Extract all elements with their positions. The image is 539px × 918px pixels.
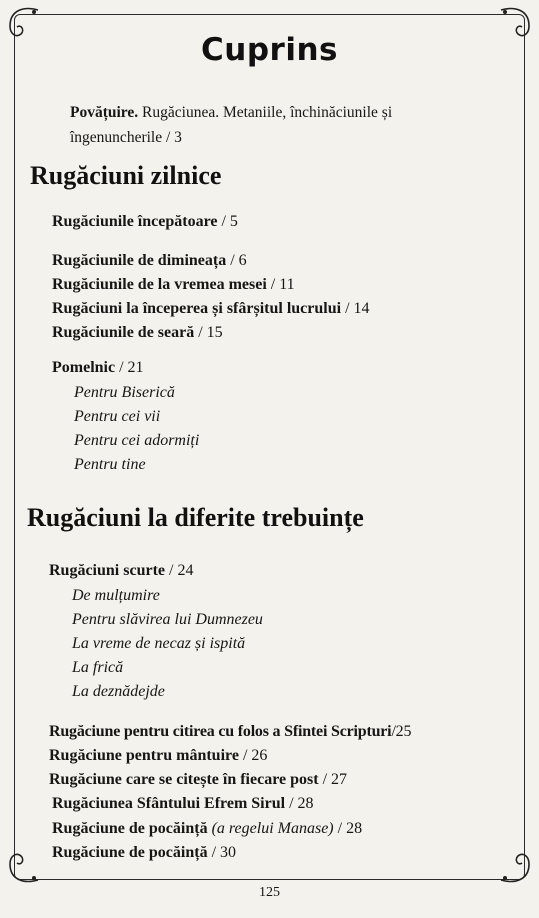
- intro-text: Rugăciunea. Metaniile, închinăciunile și îngenuncherile / 3: [70, 104, 393, 146]
- section-title-rugaciuni-trebuinte: Rugăciuni la diferite trebuințe: [27, 503, 364, 532]
- toc-entry: Rugăciune pentru citirea cu folos a Sfintei Scripturi/25: [49, 723, 412, 740]
- page-title: Cuprins: [201, 32, 338, 68]
- section-title-rugaciuni-zilnice: Rugăciuni zilnice: [30, 161, 222, 190]
- toc-entry: Rugăciune de pocăință (a regelui Manase) / 28: [52, 820, 363, 837]
- toc-subentry: Pentru cei adormiți: [74, 432, 200, 449]
- toc-entry: Rugăciune care se citește în fiecare post / 27: [49, 771, 348, 788]
- toc-subentry: La deznădejde: [72, 683, 165, 700]
- toc-subentry: La vreme de necaz și ispită: [72, 635, 246, 652]
- toc-subentry: La frică: [72, 659, 124, 676]
- toc-entry: Rugăciunile de seară / 15: [52, 324, 223, 341]
- toc-entry: Rugăciuni scurte / 24: [49, 562, 194, 579]
- toc-entry: Rugăciune pentru mântuire / 26: [49, 747, 268, 764]
- toc-entry: Rugăciunile de dimineața / 6: [52, 252, 247, 269]
- toc-entry: Rugăciunea Sfântului Efrem Sirul / 28: [52, 795, 314, 812]
- toc-subentry: Pentru tine: [74, 456, 146, 473]
- toc-subentry: Pentru cei vii: [74, 408, 161, 425]
- toc-subentry: Pentru slăvirea lui Dumnezeu: [72, 611, 263, 628]
- intro-lead: Povățuire.: [70, 104, 139, 121]
- intro-paragraph: [70, 100, 470, 150]
- corner-ornament-bottom-left: [4, 846, 44, 886]
- toc-entry: Rugăciune de pocăință / 30: [52, 844, 237, 861]
- toc-entry-pomelnic: Pomelnic / 21: [52, 359, 144, 376]
- page-number: 125: [259, 885, 280, 900]
- toc-entry: Rugăciunile începătoare / 5: [52, 213, 238, 230]
- toc-subentry: De mulțumire: [72, 587, 160, 604]
- toc-subentry: Pentru Biserică: [74, 384, 175, 401]
- toc-entry: Rugăciunile de la vremea mesei / 11: [52, 276, 295, 293]
- toc-entry: Rugăciuni la începerea și sfârșitul lucrului / 14: [52, 300, 370, 317]
- corner-ornament-bottom-right: [495, 846, 535, 886]
